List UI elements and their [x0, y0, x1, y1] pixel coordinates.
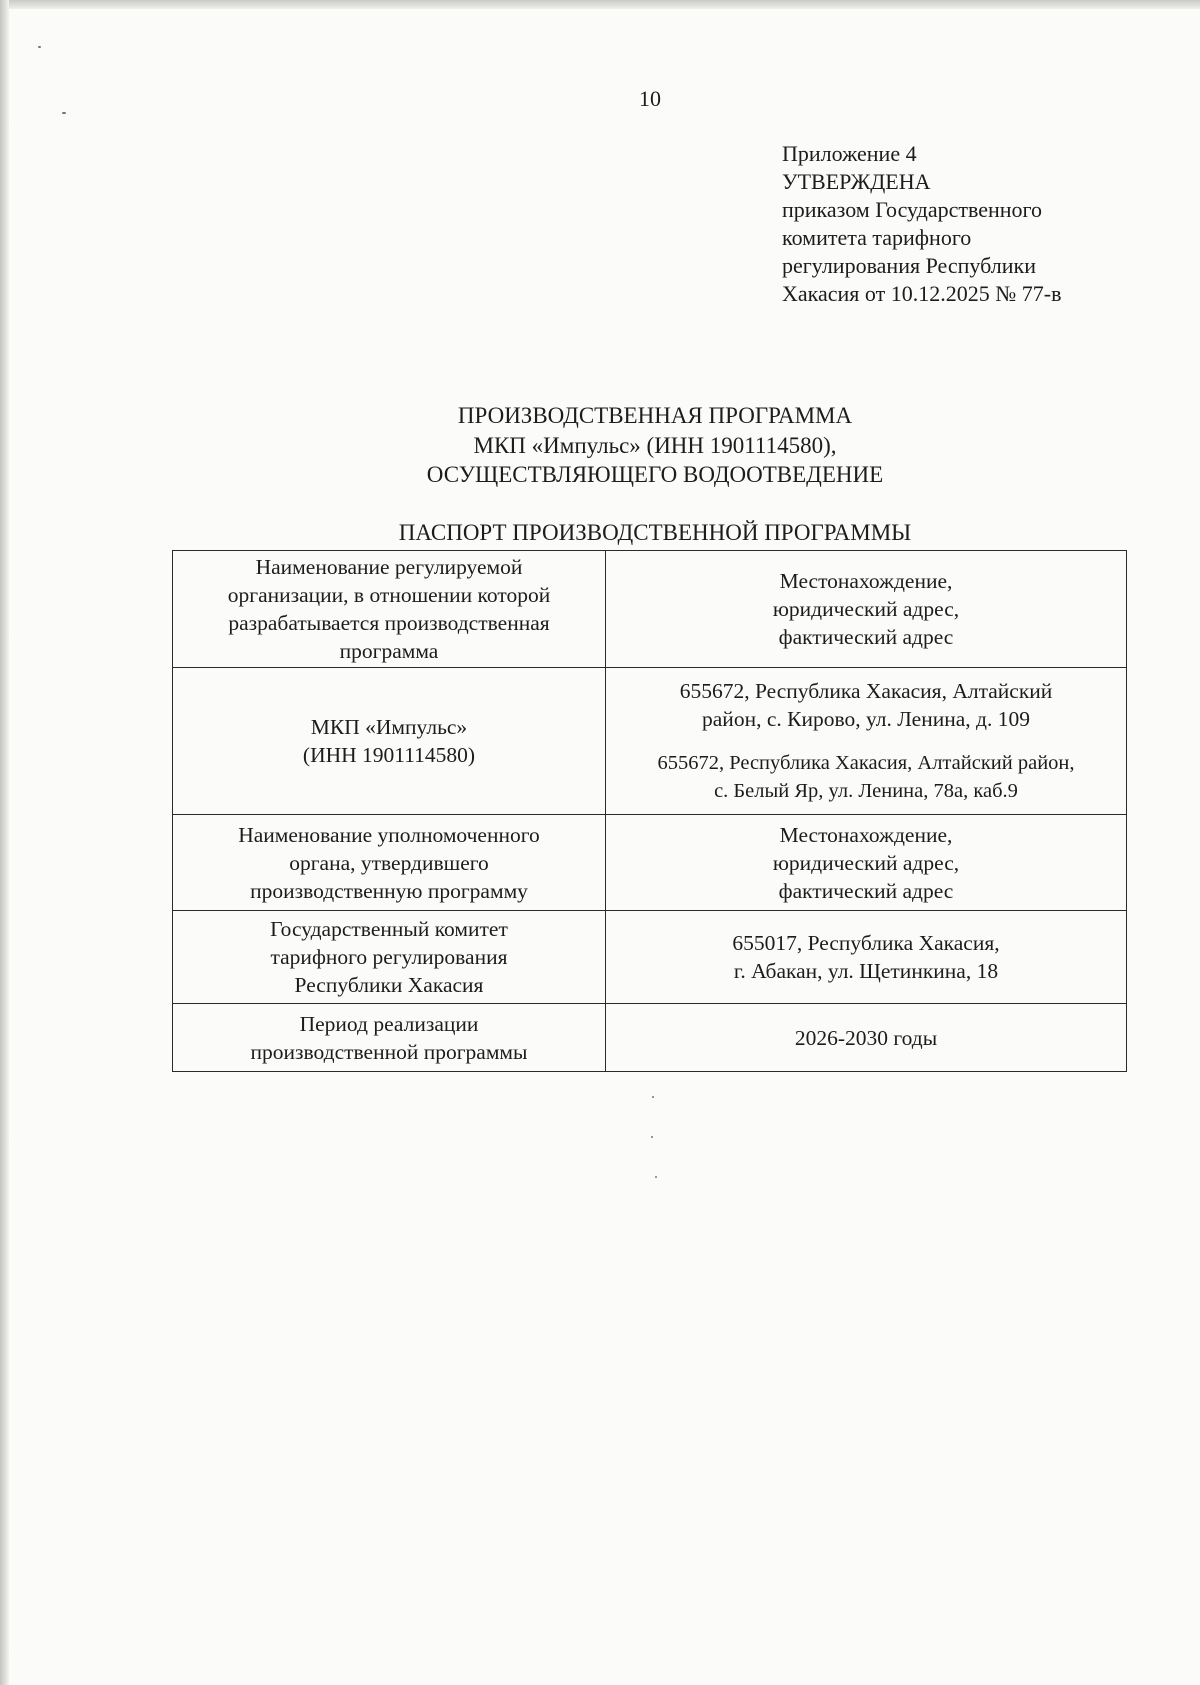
passport-table	[172, 550, 1127, 1072]
approval-line: Приложение 4	[782, 141, 917, 166]
cell-location-label: Местонахождение, юридический адрес, фактический адрес	[606, 551, 1127, 668]
cell-authority-address: 655017, Республика Хакасия, г. Абакан, ул. Щетинкина, 18	[606, 911, 1127, 1004]
title-line: ПРОИЗВОДСТВЕННАЯ ПРОГРАММА	[457, 403, 853, 428]
cell-period-label: Период реализации производственной программы	[173, 1004, 606, 1072]
table-row	[173, 911, 1127, 1004]
approval-line: УТВЕРЖДЕНА	[782, 169, 931, 194]
approval-line: приказом Государственного	[782, 197, 1043, 222]
document-title	[300, 401, 1010, 490]
scan-edge-top	[0, 0, 1200, 9]
scan-edge-left	[0, 0, 9, 1685]
passport-heading: ПАСПОРТ ПРОИЗВОДСТВЕННОЙ ПРОГРАММЫ	[398, 520, 912, 545]
cell-period-value: 2026-2030 годы	[606, 1004, 1127, 1072]
cell-authority-label: Наименование уполномоченного органа, утвердившего производственную программу	[173, 815, 606, 911]
table-row	[173, 551, 1127, 668]
cell-authority-name: Государственный комитет тарифного регулирования Республики Хакасия	[173, 911, 606, 1004]
approval-line: Хакасия от 10.12.2025 № 77-в	[782, 281, 1062, 306]
table-row	[173, 815, 1127, 911]
cell-org-name-label: Наименование регулируемой организации, в отношении которой разрабатывается производственная программа	[173, 551, 606, 668]
title-line: МКП «Импульс» (ИНН 1901114580),	[473, 432, 837, 458]
cell-org-address: 655672, Республика Хакасия, Алтайский район, с. Кирово, ул. Ленина, д. 109 655672, Республика Хакасия, Алтайский район, с. Белый Яр, ул. Ленина, 78а, каб.9	[606, 668, 1127, 815]
table-row	[173, 1004, 1127, 1072]
cell-org-name: МКП «Импульс» (ИНН 1901114580)	[173, 668, 606, 815]
scan-speck	[655, 1176, 657, 1178]
approval-stamp-text	[782, 140, 1112, 308]
table-row	[173, 668, 1127, 815]
scan-speck	[651, 1136, 653, 1138]
approval-line: комитета тарифного	[782, 225, 972, 250]
title-line: ОСУЩЕСТВЛЯЮЩЕГО ВОДООТВЕДЕНИЕ	[426, 462, 884, 487]
page-number: 10	[639, 86, 661, 111]
cell-authority-location-label: Местонахождение, юридический адрес, фактический адрес	[606, 815, 1127, 911]
scan-speck	[652, 1096, 654, 1098]
scan-speck	[62, 112, 66, 114]
scan-speck	[38, 46, 41, 48]
approval-line: регулирования Республики	[782, 253, 1036, 278]
